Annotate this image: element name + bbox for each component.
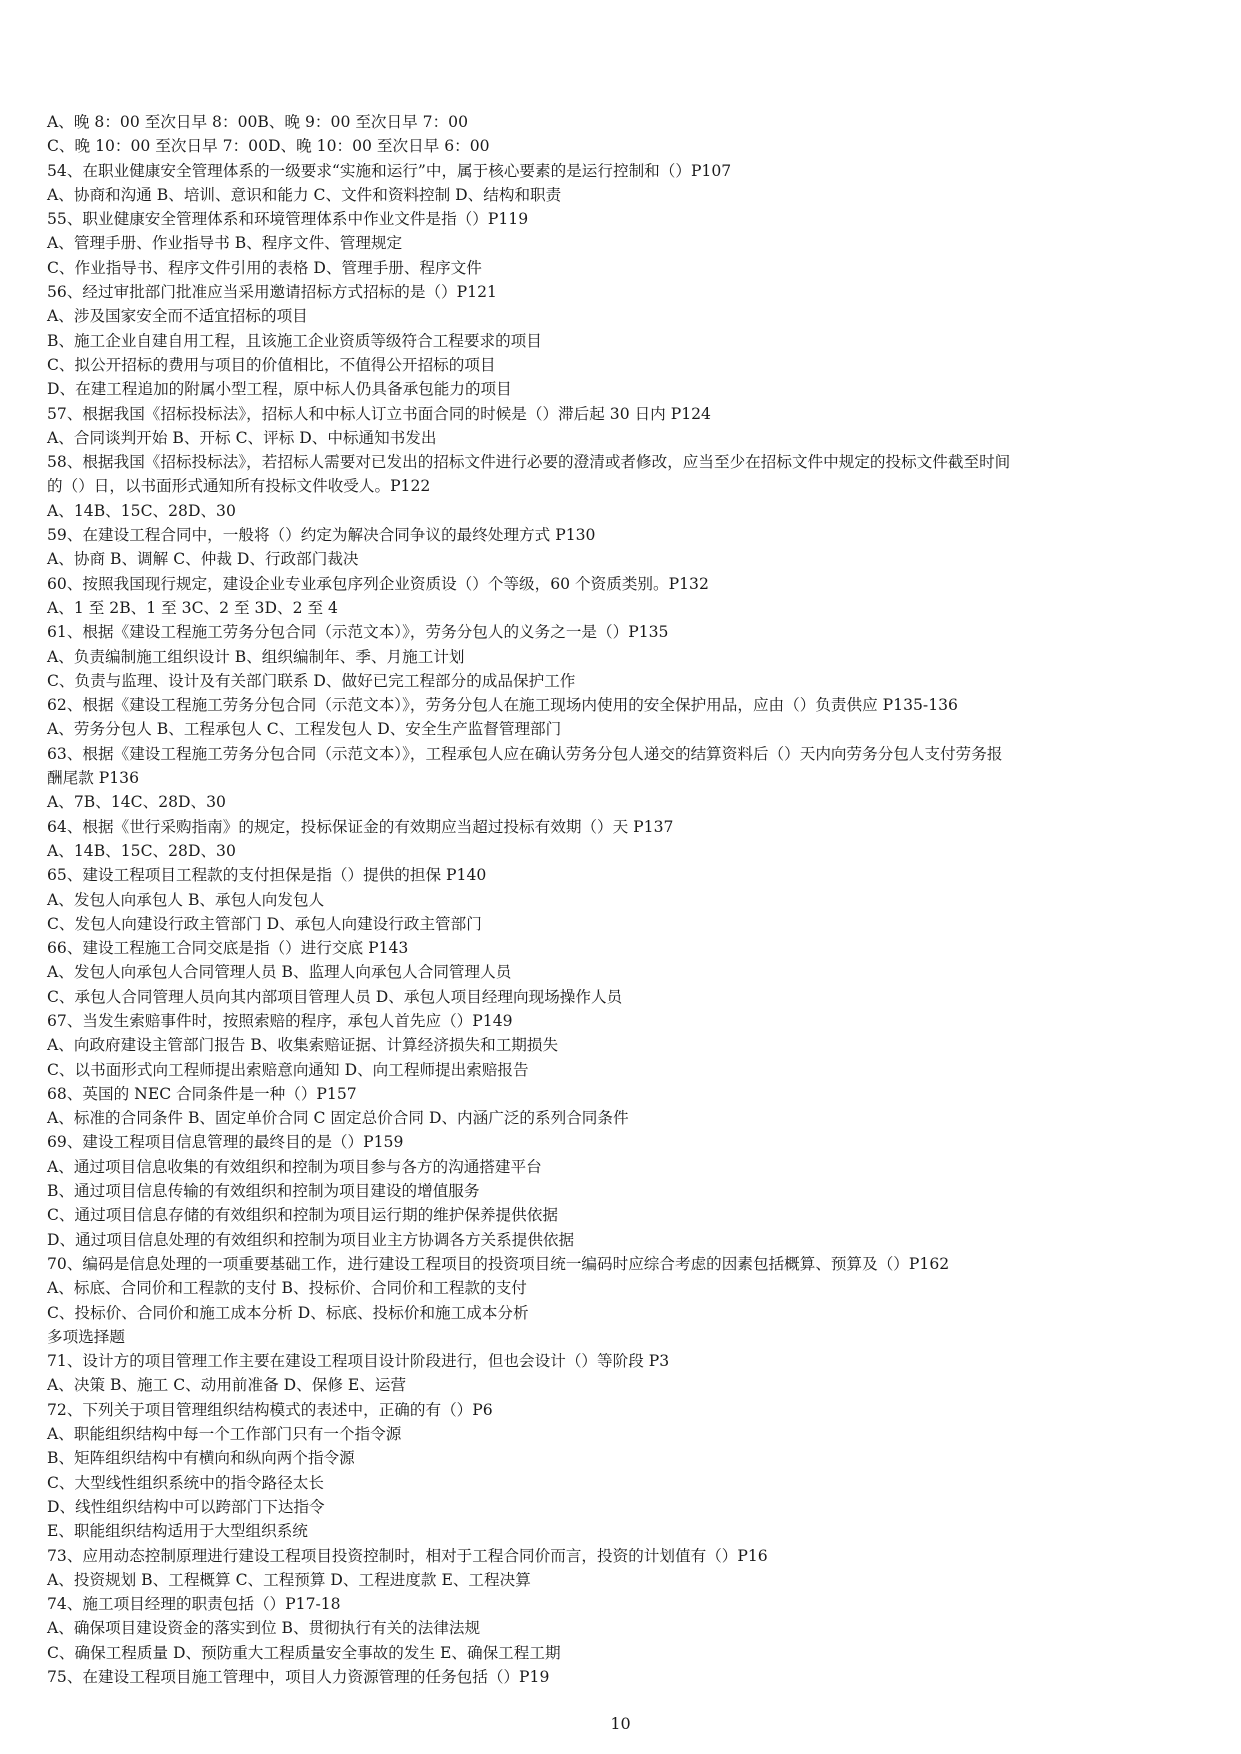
text-line: B、施工企业自建自用工程，且该施工企业资质等级符合工程要求的项目 [47, 331, 542, 350]
text-line: A、投资规划 B、工程概算 C、工程预算 D、工程进度款 E、工程决算 [47, 1570, 531, 1589]
text-line: 65、建设工程项目工程款的支付担保是指（）提供的担保 P140 [47, 866, 487, 885]
text-line: C、晚 10：00 至次日早 7：00D、晚 10：00 至次日早 6：00 [47, 137, 490, 156]
text-line: A、7B、14C、28D、30 [47, 793, 226, 812]
text-line: A、决策 B、施工 C、动用前准备 D、保修 E、运营 [47, 1376, 407, 1395]
text-line: A、向政府建设主管部门报告 B、收集索赔证据、计算经济损失和工期损失 [47, 1036, 559, 1055]
text-line: 酬尾款 P136 [47, 769, 139, 788]
text-line: A、1 至 2B、1 至 3C、2 至 3D、2 至 4 [47, 598, 338, 617]
text-line: A、确保项目建设资金的落实到位 B、贯彻执行有关的法律法规 [47, 1619, 481, 1638]
text-line: 64、根据《世行采购指南》的规定，投标保证金的有效期应当超过投标有效期（）天 P137 [47, 817, 674, 836]
text-line: A、标底、合同价和工程款的支付 B、投标价、合同价和工程款的支付 [47, 1279, 527, 1298]
text-line: A、协商 B、调解 C、仲裁 D、行政部门裁决 [47, 550, 359, 569]
text-line: C、大型线性组织系统中的指令路径太长 [47, 1473, 325, 1492]
text-line: C、投标价、合同价和施工成本分析 D、标底、投标价和施工成本分析 [47, 1303, 529, 1322]
text-line: C、以书面形式向工程师提出索赔意向通知 D、向工程师提出索赔报告 [47, 1060, 529, 1079]
document-body [47, 110, 1197, 1689]
text-line: 60、按照我国现行规定，建设企业专业承包序列企业资质设（）个等级，60 个资质类别。P132 [47, 574, 709, 593]
text-line: C、发包人向建设行政主管部门 D、承包人向建设行政主管部门 [47, 914, 482, 933]
text-line: 73、应用动态控制原理进行建设工程项目投资控制时，相对于工程合同价而言，投资的计划值有（）P16 [47, 1546, 768, 1565]
text-line: E、职能组织结构适用于大型组织系统 [47, 1522, 308, 1541]
text-line: C、作业指导书、程序文件引用的表格 D、管理手册、程序文件 [47, 258, 482, 277]
text-line: 74、施工项目经理的职责包括（）P17-18 [47, 1595, 341, 1614]
text-line: 70、编码是信息处理的一项重要基础工作，进行建设工程项目的投资项目统一编码时应综合考虑的因素包括概算、预算及（）P162 [47, 1254, 950, 1273]
text-line: 72、下列关于项目管理组织结构模式的表述中，正确的有（）P6 [47, 1400, 493, 1419]
text-line: 67、当发生索赔事件时，按照索赔的程序，承包人首先应（）P149 [47, 1011, 513, 1030]
text-line: 的（）日，以书面形式通知所有投标文件收受人。P122 [47, 477, 431, 496]
text-line: A、发包人向承包人合同管理人员 B、监理人向承包人合同管理人员 [47, 963, 512, 982]
text-line: 66、建设工程施工合同交底是指（）进行交底 P143 [47, 939, 409, 958]
text-line: 63、根据《建设工程施工劳务分包合同（示范文本）》，工程承包人应在确认劳务分包人递交的结算资料后（）天内向劳务分包人支付劳务报 [47, 744, 1003, 763]
text-line: A、发包人向承包人 B、承包人向发包人 [47, 890, 325, 909]
text-line: A、通过项目信息收集的有效组织和控制为项目参与各方的沟通搭建平台 [47, 1157, 542, 1176]
text-line: A、14B、15C、28D、30 [47, 841, 236, 860]
text-line: A、标准的合同条件 B、固定单价合同 C 固定总价合同 D、内涵广泛的系列合同条件 [47, 1109, 629, 1128]
text-line: D、通过项目信息处理的有效组织和控制为项目业主方协调各方关系提供依据 [47, 1230, 575, 1249]
text-line: 59、在建设工程合同中，一般将（）约定为解决合同争议的最终处理方式 P130 [47, 526, 596, 545]
text-line: 61、根据《建设工程施工劳务分包合同（示范文本）》，劳务分包人的义务之一是（）P135 [47, 623, 669, 642]
text-line: 69、建设工程项目信息管理的最终目的是（）P159 [47, 1133, 404, 1152]
text-line: 68、英国的 NEC 合同条件是一种（）P157 [47, 1084, 357, 1103]
text-line: B、通过项目信息传输的有效组织和控制为项目建设的增值服务 [47, 1182, 480, 1201]
text-line: 58、根据我国《招标投标法》，若招标人需要对已发出的招标文件进行必要的澄清或者修改，应当至少在招标文件中规定的投标文件截至时间 [47, 453, 1011, 472]
text-line: 55、职业健康安全管理体系和环境管理体系中作业文件是指（）P119 [47, 210, 529, 229]
text-line: C、通过项目信息存储的有效组织和控制为项目运行期的维护保养提供依据 [47, 1206, 558, 1225]
text-line: D、在建工程追加的附属小型工程，原中标人仍具备承包能力的项目 [47, 380, 512, 399]
text-line: A、14B、15C、28D、30 [47, 501, 236, 520]
text-line: B、矩阵组织结构中有横向和纵向两个指令源 [47, 1449, 355, 1468]
text-line: 56、经过审批部门批准应当采用邀请招标方式招标的是（）P121 [47, 283, 497, 302]
text-line: 71、设计方的项目管理工作主要在建设工程项目设计阶段进行，但也会设计（）等阶段 P3 [47, 1352, 670, 1371]
text-line: A、涉及国家安全而不适宜招标的项目 [47, 307, 308, 326]
text-line: D、线性组织结构中可以跨部门下达指令 [47, 1497, 325, 1516]
text-line: C、承包人合同管理人员向其内部项目管理人员 D、承包人项目经理向现场操作人员 [47, 987, 623, 1006]
page-number: 10 [610, 1714, 631, 1733]
text-line: C、负责与监理、设计及有关部门联系 D、做好已完工程部分的成品保护工作 [47, 671, 576, 690]
text-line: A、管理手册、作业指导书 B、程序文件、管理规定 [47, 234, 403, 253]
text-line: A、职能组织结构中每一个工作部门只有一个指令源 [47, 1425, 402, 1444]
text-line: C、确保工程质量 D、预防重大工程质量安全事故的发生 E、确保工程工期 [47, 1643, 561, 1662]
text-line: 57、根据我国《招标投标法》，招标人和中标人订立书面合同的时候是（）滞后起 30 日内 P124 [47, 404, 711, 423]
text-line: 多项选择题 [47, 1327, 125, 1346]
text-line: A、晚 8：00 至次日早 8：00B、晚 9：00 至次日早 7：00 [47, 113, 469, 131]
text-line: 62、根据《建设工程施工劳务分包合同（示范文本）》，劳务分包人在施工现场内使用的安全保护用品，应由（）负责供应 P135-136 [47, 696, 958, 715]
text-line: 75、在建设工程项目施工管理中，项目人力资源管理的任务包括（）P19 [47, 1668, 550, 1686]
text-line: A、协商和沟通 B、培训、意识和能力 C、文件和资料控制 D、结构和职责 [47, 185, 562, 204]
text-line: C、拟公开招标的费用与项目的价值相比，不值得公开招标的项目 [47, 355, 496, 374]
text-line: A、负责编制施工组织设计 B、组织编制年、季、月施工计划 [47, 647, 465, 666]
text-line: 54、在职业健康安全管理体系的一级要求“实施和运行”中，属于核心要素的是运行控制和（）P107 [47, 161, 732, 180]
text-line: A、劳务分包人 B、工程承包人 C、工程发包人 D、安全生产监督管理部门 [47, 720, 562, 739]
text-line: A、合同谈判开始 B、开标 C、评标 D、中标通知书发出 [47, 428, 437, 447]
